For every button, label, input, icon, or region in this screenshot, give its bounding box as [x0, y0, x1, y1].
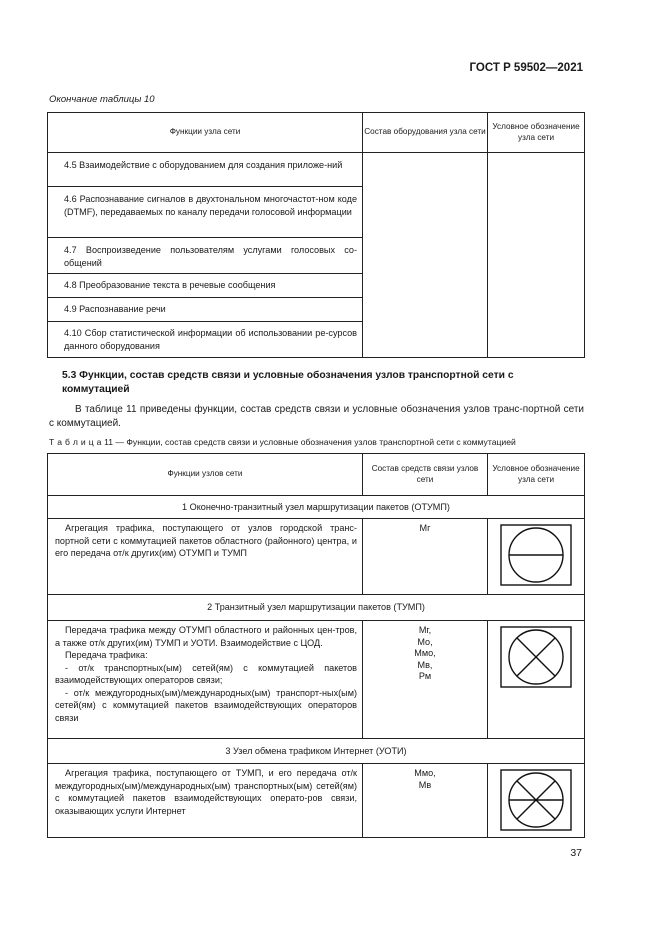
document-code: ГОСТ Р 59502—2021 [469, 62, 583, 74]
t11-function-text: - от/к междугородных(ым)/международных(ым) транспорт-ных(ым) сетей(ям) с коммутацией пакетов взаимодействующих операторов связи [55, 687, 357, 723]
table-row [48, 621, 585, 739]
t11-equipment-cell [363, 764, 488, 838]
t11-section-title: 3 Узел обмена трафиком Интернет (УОТИ) [48, 739, 585, 764]
t11-section-row [48, 595, 585, 621]
table-11 [47, 453, 585, 838]
t11-function-cell [48, 621, 363, 739]
page-number: 37 [570, 847, 582, 859]
t10-symbol-cell [488, 153, 585, 358]
table-row [48, 519, 585, 595]
t10-row-function: 4.9 Распознавание речи [48, 298, 363, 322]
t10-row-function: 4.6 Распознавание сигналов в двухтональном многочастот-ном коде (DTMF), передаваемых по каналу передачи голосовой информации [48, 187, 363, 238]
t11-function-text: Передача трафика: [65, 650, 148, 660]
section-paragraph: В таблице 11 приведены функции, состав средств связи и условные обозначения узлов транс-портной сети с коммутацией. [49, 404, 584, 429]
t10-col-symbol: Условное обозначение узла сети [488, 113, 585, 153]
table-row [48, 153, 585, 187]
table-11-header-row [48, 454, 585, 496]
table-11-caption-label: Т а б л и ц а [49, 437, 102, 447]
t11-equipment-item: Мв, [417, 659, 433, 670]
t11-col-symbol: Условное обозначение узла сети [488, 454, 585, 496]
t11-function-text: - от/к транспортных(ым) сетей(ям) с коммутацией пакетов взаимодействующих операторов связи; [55, 662, 357, 685]
t10-row-function: 4.7 Воспроизведение пользователям услугами голосовых со-общений [48, 238, 363, 274]
t11-section-title: 1 Оконечно-транзитный узел маршрутизации пакетов (ОТУМП) [48, 496, 585, 519]
table-10-caption: Окончание таблицы 10 [49, 94, 155, 105]
t11-symbol-cell [488, 764, 585, 838]
t11-equipment-cell [363, 621, 488, 739]
t11-symbol-cell [488, 519, 585, 595]
t11-col-equipment: Состав средств связи узлов сети [363, 454, 488, 496]
t11-equipment-item: Ммо, [414, 648, 436, 658]
t11-equipment-item: Мг [419, 523, 431, 533]
t11-function-text: Передача трафика между ОТУМП областного и районных цен-тров, а также от/к других(им) ТУМП и УОТИ. Взаимодействие с ЦОД. [55, 625, 357, 648]
node-symbol-otump [500, 524, 572, 586]
t11-col-functions: Функции узлов сети [48, 454, 363, 496]
t11-section-row [48, 496, 585, 519]
t11-equipment-item: Мв [418, 779, 432, 790]
t11-equipment-item: Мо, [417, 636, 433, 647]
t11-symbol-cell [488, 621, 585, 739]
node-symbol-tump [500, 626, 572, 688]
t10-equipment-cell [363, 153, 488, 358]
t10-col-equipment: Состав оборудования узла сети [363, 113, 488, 153]
table-10 [47, 112, 585, 358]
t11-equipment-item: Ммо, [414, 768, 436, 778]
t11-equipment-cell [363, 519, 488, 595]
t11-section-title: 2 Транзитный узел маршрутизации пакетов (ТУМП) [48, 595, 585, 621]
node-symbol-uoti [500, 769, 572, 831]
t10-col-functions: Функции узла сети [48, 113, 363, 153]
t11-function-text: Агрегация трафика, поступающего от узлов городской транс-портной сети с коммутацией пакетов областного (районного) центра, и его передача от/к других(им) ОТУМП и ТУМП [55, 523, 357, 558]
t11-function-cell [48, 764, 363, 838]
t10-row-function: 4.10 Сбор статистической информации об использовании ре-сурсов данного оборудования [48, 322, 363, 358]
t10-row-function: 4.8 Преобразование текста в речевые сообщения [48, 274, 363, 298]
t11-function-text: Агрегация трафика, поступающего от ТУМП, и его передача от/к междугородных(ым)/международных(ым) транспортных(ым) сетей(ям) с коммутацией пакетов взаимодействующих операто-ров связи, оказывающих услуги Интернет [55, 768, 357, 816]
t11-equipment-item: Рм [418, 671, 432, 681]
table-row [48, 764, 585, 838]
t10-row-function: 4.5 Взаимодействие с оборудованием для создания приложе-ний [48, 153, 363, 187]
t11-equipment-item: Мг, [418, 625, 432, 635]
table-11-caption-text: 11 — Функции, состав средств связи и условные обозначения узлов транспортной сети с коммутацией [104, 437, 516, 447]
t11-section-row [48, 739, 585, 764]
t11-function-cell [48, 519, 363, 595]
table-10-header-row [48, 113, 585, 153]
table-11-caption [49, 437, 516, 447]
section-heading: 5.3 Функции, состав средств связи и условные обозначения узлов транспортной сети с коммутацией [62, 370, 514, 395]
